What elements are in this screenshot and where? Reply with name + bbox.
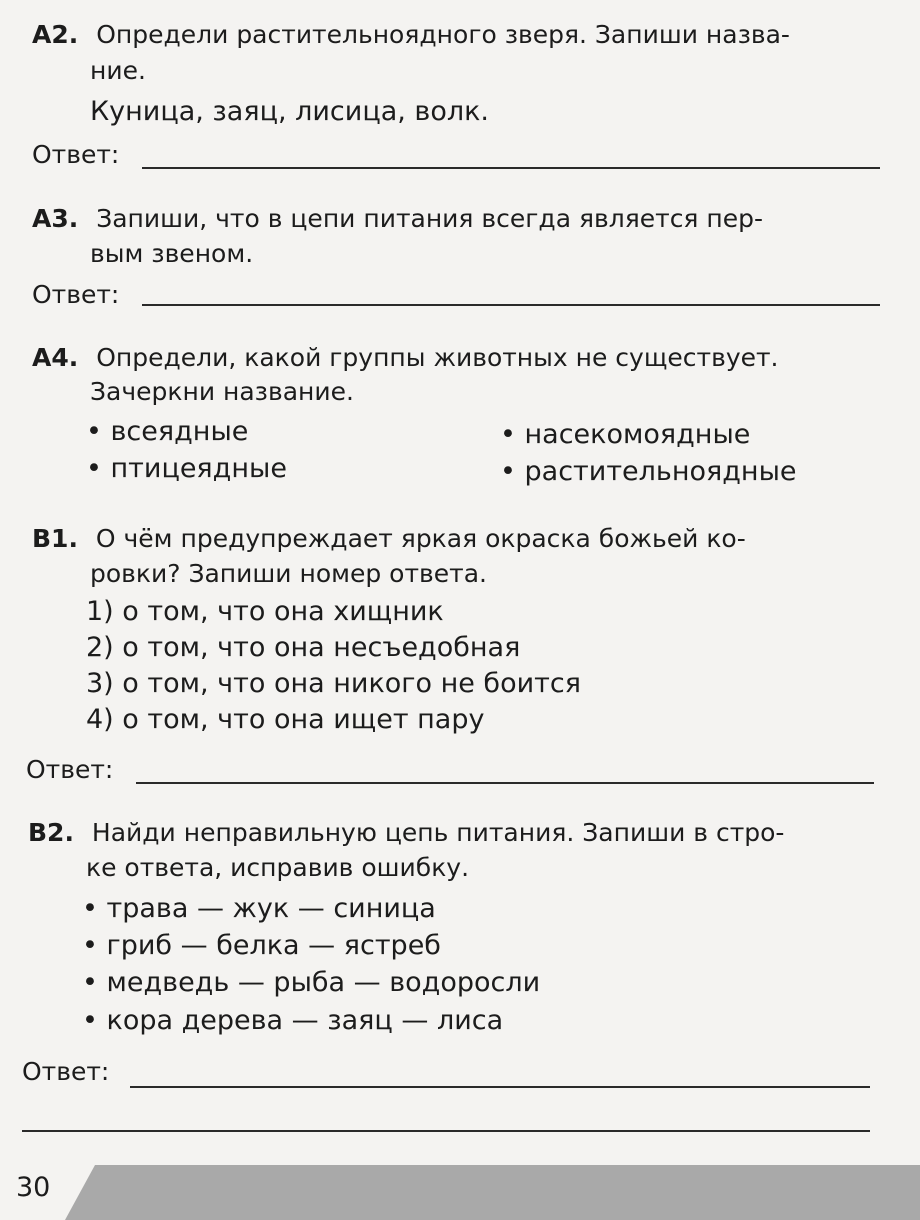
- food-chain-1: • трава — жук — синица: [82, 893, 436, 924]
- question-text: Определи растительноядного зверя. Запиши назва-: [96, 20, 790, 49]
- answer-label: Ответ:: [32, 280, 120, 309]
- page-number: 30: [16, 1172, 51, 1203]
- question-a2: [32, 18, 790, 52]
- question-b1: [32, 522, 746, 556]
- question-text-cont: ровки? Запиши номер ответа.: [90, 559, 487, 588]
- answer-line-b1[interactable]: [136, 782, 874, 784]
- question-b2: [28, 816, 784, 850]
- food-chain-2: • гриб — белка — ястреб: [82, 930, 441, 961]
- group-option-omnivores[interactable]: • всеядные: [86, 416, 249, 447]
- food-chain-3: • медведь — рыба — водоросли: [82, 967, 541, 998]
- animal-options: Куница, заяц, лисица, волк.: [90, 96, 489, 127]
- question-id: A4.: [32, 343, 79, 372]
- question-text-cont: ке ответа, исправив ошибку.: [86, 853, 470, 882]
- question-text-cont: Зачеркни название.: [90, 377, 354, 406]
- question-id: A3.: [32, 204, 79, 233]
- answer-line-b2-extra[interactable]: [22, 1130, 870, 1132]
- group-option-herbivores[interactable]: • растительноядные: [500, 456, 797, 487]
- answer-line-b2[interactable]: [130, 1086, 870, 1088]
- question-text: Запиши, что в цепи питания всегда является пер-: [96, 204, 764, 233]
- footer-band: [65, 1165, 920, 1220]
- question-a4: [32, 341, 779, 375]
- question-a3: [32, 202, 763, 236]
- group-option-bird-eaters[interactable]: • птицеядные: [86, 453, 287, 484]
- answer-line-a3[interactable]: [142, 304, 880, 306]
- food-chain-4: • кора дерева — заяц — лиса: [82, 1005, 504, 1036]
- question-id: B2.: [28, 818, 74, 847]
- question-id: A2.: [32, 20, 79, 49]
- answer-option-1[interactable]: 1) о том, что она хищник: [86, 596, 444, 627]
- question-text-cont: вым звеном.: [90, 239, 254, 268]
- question-text: Определи, какой группы животных не существует.: [96, 343, 779, 372]
- question-text-cont: ние.: [90, 56, 146, 85]
- answer-option-2[interactable]: 2) о том, что она несъедобная: [86, 632, 521, 663]
- question-text: О чём предупреждает яркая окраска божьей ко-: [95, 524, 746, 553]
- answer-label: Ответ:: [22, 1057, 110, 1086]
- answer-option-3[interactable]: 3) о том, что она никого не боится: [86, 668, 581, 699]
- group-option-insectivores[interactable]: • насекомоядные: [500, 419, 751, 450]
- answer-label: Ответ:: [26, 755, 114, 784]
- answer-option-4[interactable]: 4) о том, что она ищет пару: [86, 704, 485, 735]
- question-text: Найди неправильную цепь питания. Запиши в стро-: [91, 818, 785, 847]
- answer-label: Ответ:: [32, 140, 120, 169]
- question-id: B1.: [32, 524, 78, 553]
- answer-line-a2[interactable]: [142, 167, 880, 169]
